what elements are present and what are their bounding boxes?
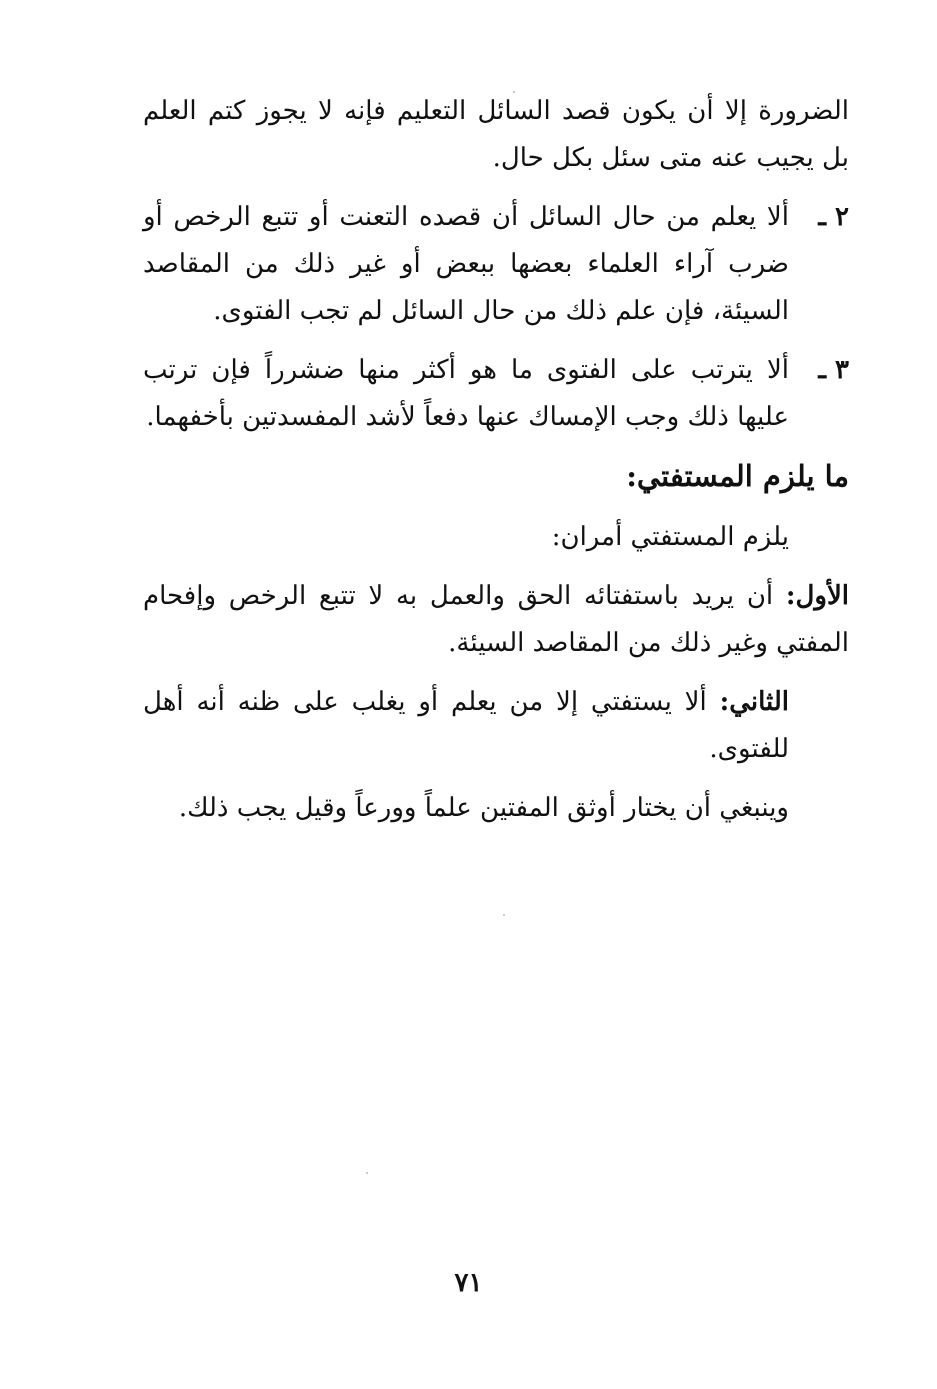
section-heading: ما يلزم المستفتي:	[626, 459, 849, 493]
scan-speck	[503, 914, 505, 916]
item-text: ألا يترتب على الفتوى ما هو أكثر منها ضشرراً فإن ترتب عليها ذلك وجب الإمساك عنها دفعاً لأشد المفسدتين بأخفهما.	[143, 355, 789, 432]
item-number: ٢ ـ	[818, 202, 849, 232]
second-paragraph	[143, 679, 849, 773]
item-text: ألا يعلم من حال السائل أن قصده التعنت أو تتبع الرخص أو ضرب آراء العلماء بعضها ببعض أو غير ذلك من المقاصد السيئة، فإن علم ذلك من حال السائل لم تجب الفتوى.	[143, 202, 789, 326]
list-item	[143, 194, 849, 335]
scan-speck	[513, 91, 515, 93]
second-text: ألا يستفتي إلا من يعلم أو يغلب على ظنه أنه أهل للفتوى.	[143, 687, 789, 764]
first-paragraph	[143, 573, 849, 667]
page-content	[143, 88, 849, 844]
intro-paragraph: يلزم المستفتي أمران:	[551, 522, 789, 552]
scan-speck	[366, 1172, 368, 1174]
item-number: ٣ ـ	[818, 355, 849, 385]
list-item	[143, 347, 849, 441]
page-number: ٧١	[454, 1268, 483, 1298]
second-label: الثاني:	[719, 687, 790, 717]
top-paragraph: الضرورة إلا أن يكون قصد السائل التعليم فإنه لا يجوز كتم العلم بل يجيب عنه متى سئل بكل حال.	[143, 96, 849, 173]
first-label: الأول:	[785, 581, 850, 611]
first-text: أن يريد باستفتائه الحق والعمل به لا تتبع الرخص وإفحام المفتي وغير ذلك من المقاصد السيئة.	[143, 581, 849, 658]
closing-paragraph: وينبغي أن يختار أوثق المفتين علماً وورعاً وقيل يجب ذلك.	[178, 793, 789, 823]
